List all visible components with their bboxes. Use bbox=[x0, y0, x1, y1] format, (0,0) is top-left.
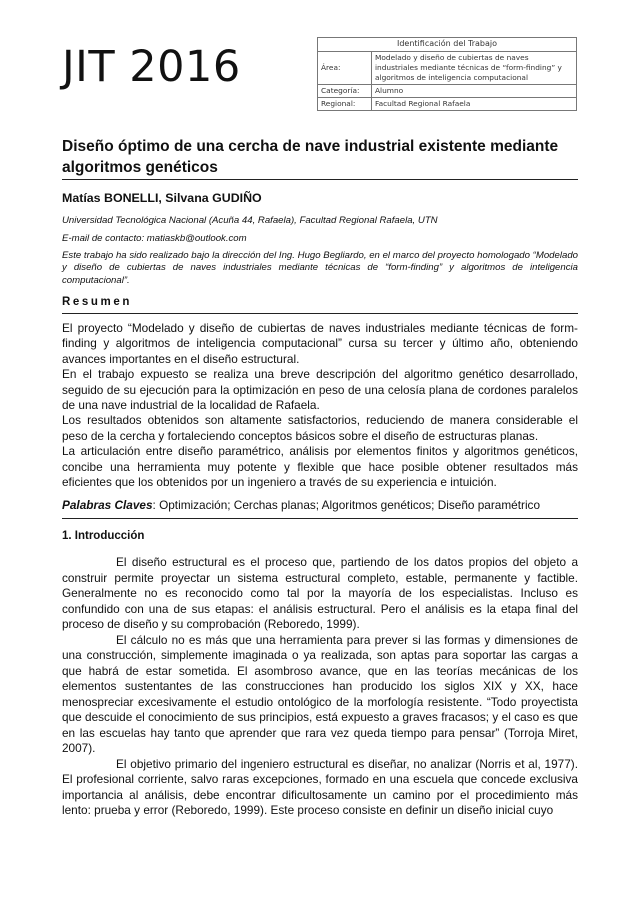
paper-note: Este trabajo ha sido realizado bajo la dirección del Ing. Hugo Begliardo, en el marco del proyecto homologado “Modelado y diseño de cubiertas de naves industriales mediante técnicas de “form-finding” y algoritmos de inteligencia computacional”. bbox=[62, 250, 578, 286]
keywords-label: Palabras Claves bbox=[62, 498, 153, 512]
table-cell-key: Categoría: bbox=[318, 84, 372, 97]
paper-contact: E-mail de contacto: matiaskb@outlook.com bbox=[62, 233, 247, 244]
resumen-rule bbox=[62, 313, 578, 314]
paper-authors: Matías BONELLI, Silvana GUDIÑO bbox=[62, 191, 262, 205]
keywords-text: : Optimización; Cerchas planas; Algoritmos genéticos; Diseño paramétrico bbox=[152, 498, 541, 512]
table-row bbox=[318, 97, 577, 110]
table-cell-value: Modelado y diseño de cubiertas de naves industriales mediante técnicas de “form-finding” y algoritmos de inteligencia computacional bbox=[372, 51, 577, 84]
identification-table-heading: Identificación del Trabajo bbox=[318, 38, 577, 52]
resumen-paragraph: El proyecto “Modelado y diseño de cubiertas de naves industriales mediante técnicas de form-finding y algoritmos de inteligencia computacional” cursa su tercer y último año, obteniendo avances importantes en el diseño estructural. bbox=[62, 321, 578, 366]
table-cell-value: Facultad Regional Rafaela bbox=[372, 97, 577, 110]
conference-title: JIT 2016 bbox=[62, 42, 241, 92]
resumen-paragraph: Los resultados obtenidos son altamente satisfactorios, reduciendo de manera considerable el peso de la cercha y fortaleciendo conceptos básicos sobre el diseño de estructuras planas. bbox=[62, 413, 578, 443]
intro-paragraph: El cálculo no es más que una herramienta para prever si las formas y dimensiones de una construcción, simplemente imaginada o ya realizada, son aptas para soportar las cargas a que habrá de estar sometida. El asombroso avance, que en las teorías mecánicas de los elementos sustentantes de las construcciones han producido los siglos XIX y XX, hace menospreciar excesivamente el estudio ontológico de la morfología resistente. “Todo proyectista que descuide el conocimiento de sus principios, está expuesto a graves fracasos; y el caso es que en las escuelas hay tanto que aprender que rara vez queda tiempo para pensar” (Torroja Miret, 2007). bbox=[62, 632, 578, 755]
title-rule bbox=[62, 179, 578, 180]
table-cell-key: Regional: bbox=[318, 97, 372, 110]
resumen-paragraph: En el trabajo expuesto se realiza una breve descripción del algoritmo genético desarrollado, seguido de su ejecución para la optimización en peso de una celosía plana de cordones paralelos de una nave industrial de la localidad de Rafaela. bbox=[62, 367, 578, 413]
table-cell-key: Área: bbox=[318, 51, 372, 84]
paper-affiliation: Universidad Tecnológica Nacional (Acuña 44, Rafaela), Facultad Regional Rafaela, UTN bbox=[62, 215, 438, 226]
keywords-line bbox=[62, 498, 578, 512]
intro-heading: 1. Introducción bbox=[62, 530, 145, 542]
resumen-heading: Resumen bbox=[62, 296, 132, 308]
table-row bbox=[318, 51, 577, 84]
table-cell-value: Alumno bbox=[372, 84, 577, 97]
identification-table bbox=[317, 37, 577, 111]
resumen-paragraph: La articulación entre diseño paramétrico, análisis por elementos finitos y algoritmos genéticos, concibe una herramienta muy potente y flexible que hace posible obtener resultados más eficientes que los obtenidos por un ingeniero a través de su experiencia e intuición. bbox=[62, 444, 578, 490]
table-row bbox=[318, 84, 577, 97]
keywords-rule bbox=[62, 518, 578, 519]
intro-paragraph: El objetivo primario del ingeniero estructural es diseñar, no analizar (Norris et al, 1977). El profesional corriente, salvo raras excepciones, formado en una escuela que concede exclusiva importancia al análisis, debe encontrar dificultosamente un camino por el procedimiento más lento: prueba y error (Reboredo, 1999). Este proceso consiste en definir un diseño inicial cuyo bbox=[62, 756, 578, 817]
paper-title: Diseño óptimo de una cercha de nave industrial existente mediante algoritmos genéticos bbox=[62, 138, 559, 176]
intro-paragraph: El diseño estructural es el proceso que, partiendo de los datos propios del objeto a construir permite proyectar un sistema estructural completo, estable, permanente y factible. Generalmente no es reconocido como tal por la mayoría de los especialistas. Incluso es confundido con una de sus etapas: el análisis estructural. Pero el análisis es la etapa final del proceso de diseño y su comprobación (Reboredo, 1999). bbox=[62, 555, 578, 631]
resumen-body bbox=[62, 321, 578, 490]
intro-body bbox=[62, 555, 578, 819]
